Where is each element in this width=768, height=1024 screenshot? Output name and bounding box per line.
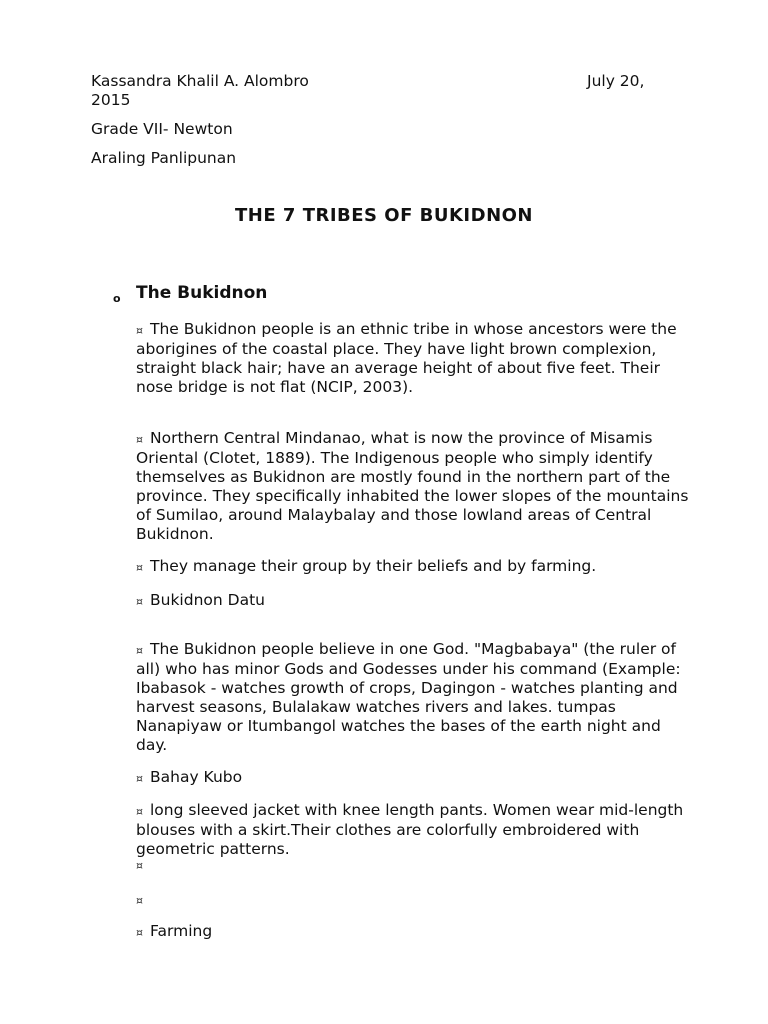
currency-symbol-icon: ¤ [136,644,143,657]
list-item [136,922,696,942]
currency-symbol-icon: ¤ [136,859,143,872]
grade-section: Grade VII- Newton [91,120,233,138]
list-item [136,855,696,875]
list-item [136,768,696,788]
list-item [136,640,696,755]
currency-symbol-icon: ¤ [136,561,143,574]
list-item [136,890,696,910]
list-item-text: The Bukidnon people believe in one God. "Magbabaya" (the ruler of all) who has minor Gods and Godesses under his command (Example: Ibabasok - watches growth of crops, Dagingon - watches planting and harvest seasons, Bulalakaw watches rivers and lakes. tumpas Nanapiyaw or Itumbangol watches the bases of the earth night and day. [136,640,681,754]
document-title: THE 7 TRIBES OF BUKIDNON [235,205,533,226]
currency-symbol-icon: ¤ [136,772,143,785]
list-item-text: long sleeved jacket with knee length pants. Women wear mid-length blouses with a skirt.Their clothes are colorfully embroidered with geometric patterns. [136,801,684,858]
subject-name: Araling Panlipunan [91,149,237,167]
currency-symbol-icon: ¤ [136,595,143,608]
currency-symbol-icon: ¤ [136,433,143,446]
section-heading: The Bukidnon [136,283,268,303]
author-name: Kassandra Khalil A. Alombro [91,72,309,90]
list-item [136,801,696,859]
currency-symbol-icon: ¤ [136,926,143,939]
list-item [136,557,696,577]
list-item-text: Farming [150,922,213,940]
currency-symbol-icon: ¤ [136,894,143,907]
list-item [136,591,696,611]
list-item-text: The Bukidnon people is an ethnic tribe in whose ancestors were the aborigines of the coastal place. They have light brown complexion, straight black hair; have an average height of about five feet. Their nose bridge is not flat (NCIP, 2003). [136,320,677,396]
list-item-text: Bahay Kubo [150,768,243,786]
date-line2: 2015 [91,91,131,109]
list-item [136,429,696,544]
list-item-text: They manage their group by their beliefs and by farming. [150,557,597,575]
list-item [136,320,696,397]
currency-symbol-icon: ¤ [136,324,143,337]
currency-symbol-icon: ¤ [136,805,143,818]
section-bullet-icon: o [113,292,121,305]
list-item-text: Northern Central Mindanao, what is now the province of Misamis Oriental (Clotet, 1889). The Indigenous people who simply identify themselves as Bukidnon are mostly found in the northern part of the province. They specifically inhabited the lower slopes of the mountains of Sumilao, around Malaybalay and those lowland areas of Central Bukidnon. [136,429,689,543]
date-line1: July 20, [587,72,645,90]
list-item-text: Bukidnon Datu [150,591,265,609]
